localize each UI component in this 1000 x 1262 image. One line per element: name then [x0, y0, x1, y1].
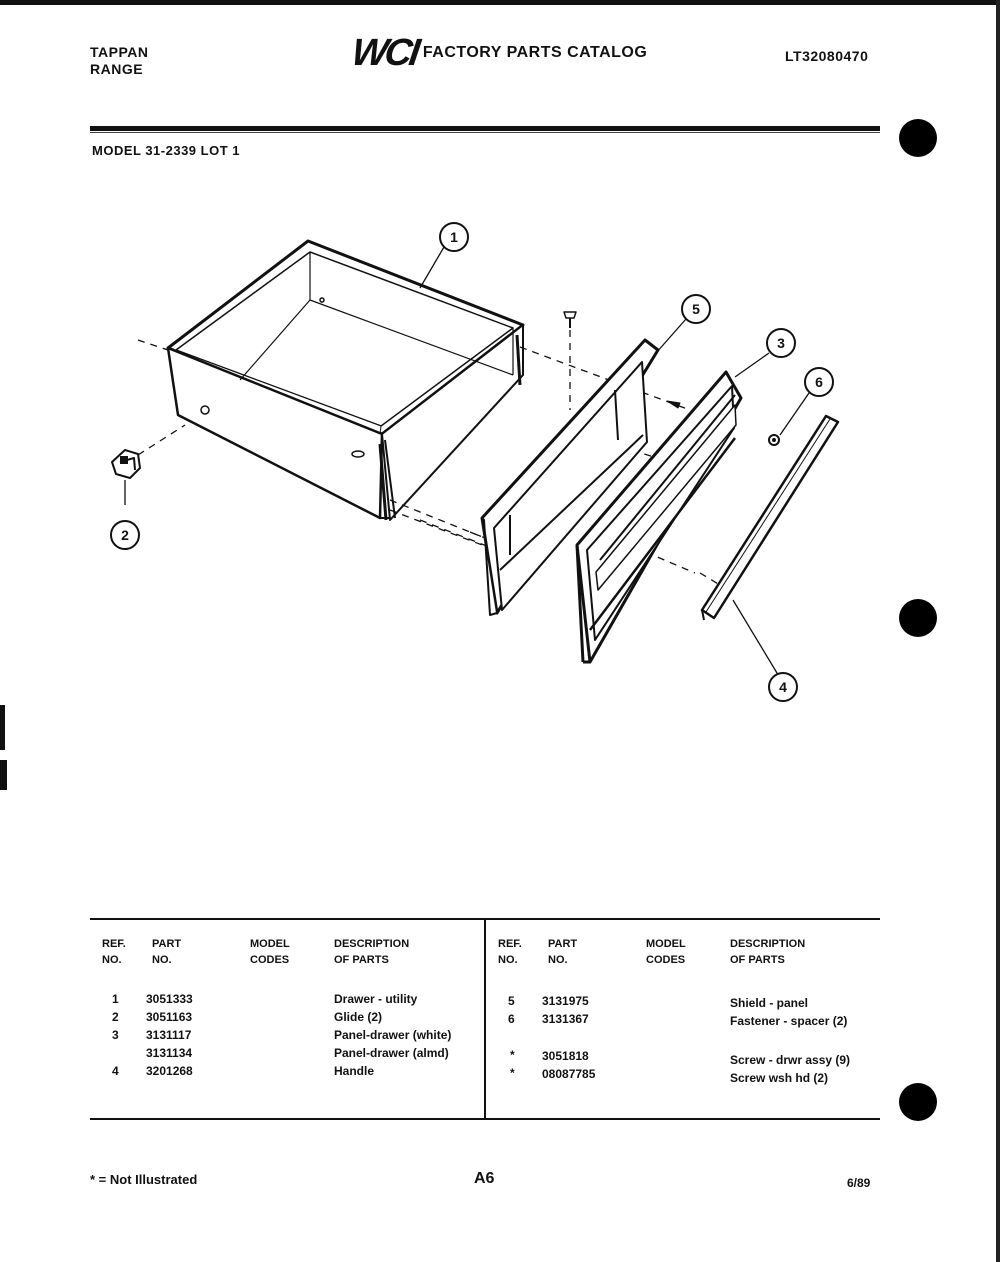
- catalog-title: FACTORY PARTS CATALOG: [422, 44, 648, 61]
- header-ref-no-right: REF. NO.: [498, 938, 522, 966]
- ref-no: 1: [112, 992, 119, 1006]
- ref-no: 3: [112, 1028, 119, 1042]
- header-description-right: DESCRIPTION OF PARTS: [730, 938, 806, 966]
- product-type: RANGE: [90, 61, 144, 77]
- part-no: 3051163: [146, 1010, 193, 1024]
- fastener-spacer: [769, 435, 779, 445]
- callout-4: [769, 673, 797, 701]
- part-description: Drawer - utility: [334, 992, 418, 1006]
- binder-hole-top: [899, 119, 937, 157]
- callout-5: [682, 295, 710, 323]
- ref-no: 2: [112, 1010, 119, 1024]
- callout-1: [440, 223, 468, 251]
- binder-hole-bottom: [899, 1083, 937, 1121]
- scan-artifact: [0, 705, 5, 750]
- header-model-codes: MODEL CODES: [250, 938, 290, 966]
- header-part-no-right: PART NO.: [548, 938, 578, 966]
- scan-artifact: [0, 760, 7, 790]
- header-model-codes-right: MODEL CODES: [646, 938, 686, 966]
- parts-table: [90, 918, 880, 1123]
- ref-no: 5: [508, 994, 515, 1008]
- part-no: 3131975: [542, 994, 589, 1008]
- callout-6: [805, 368, 833, 396]
- callout-label: 2: [121, 527, 129, 543]
- part-no: 3051818: [542, 1049, 589, 1063]
- ref-no: 6: [508, 1012, 515, 1026]
- brand-block: [90, 44, 148, 78]
- ref-no: *: [510, 1066, 515, 1080]
- part-description: Panel-drawer (white): [334, 1028, 452, 1042]
- callout-3: [767, 329, 795, 357]
- part-description: Shield - panel: [730, 996, 809, 1010]
- wci-logo: WCI: [349, 32, 420, 74]
- drawer-utility: [168, 241, 523, 520]
- part-no: 08087785: [542, 1067, 596, 1081]
- callout-2: [111, 521, 139, 549]
- callout-label: 3: [777, 335, 785, 351]
- part-no: 3131134: [146, 1046, 193, 1060]
- part-description: Panel-drawer (almd): [334, 1046, 449, 1060]
- callout-label: 1: [450, 229, 458, 245]
- page-top-border: [0, 0, 1000, 5]
- callout-label: 5: [692, 301, 700, 317]
- part-no: 3201268: [146, 1064, 193, 1078]
- page-number: A6: [474, 1170, 495, 1187]
- header-description: DESCRIPTION OF PARTS: [334, 938, 410, 966]
- part-description: Screw - drwr assy (9): [730, 1053, 851, 1067]
- table-divider: [484, 918, 486, 1120]
- part-description: Glide (2): [334, 1010, 383, 1024]
- part-no: 3131117: [146, 1028, 192, 1042]
- catalog-number: LT32080470: [785, 48, 869, 64]
- callout-label: 6: [815, 374, 823, 390]
- part-no: 3051333: [146, 992, 193, 1006]
- part-no: 3131367: [542, 1012, 589, 1026]
- part-description: Handle: [334, 1064, 375, 1078]
- header-part-no: PART NO.: [152, 938, 182, 966]
- part-description: Fastener - spacer (2): [730, 1014, 848, 1028]
- catalog-header: [349, 32, 648, 74]
- ref-no: *: [510, 1048, 515, 1062]
- header-rule: [90, 126, 880, 131]
- page-right-border: [996, 0, 1000, 1262]
- screw: [564, 312, 576, 328]
- exploded-parts-diagram: [90, 200, 880, 720]
- binder-hole-middle: [899, 599, 937, 637]
- header-ref-no: REF. NO.: [102, 938, 126, 966]
- part-description: Screw wsh hd (2): [730, 1071, 829, 1085]
- revision-date: 6/89: [847, 1176, 871, 1190]
- small-screw: [667, 401, 680, 408]
- header-rule-thin: [90, 132, 880, 133]
- glide: [112, 450, 140, 478]
- model-line: MODEL 31-2339 LOT 1: [92, 143, 240, 158]
- ref-no: 4: [112, 1064, 119, 1078]
- footer-note: * = Not Illustrated: [90, 1172, 198, 1187]
- table-bottom-rule: [90, 1118, 880, 1120]
- callout-label: 4: [779, 679, 787, 695]
- brand-name: TAPPAN: [90, 44, 149, 60]
